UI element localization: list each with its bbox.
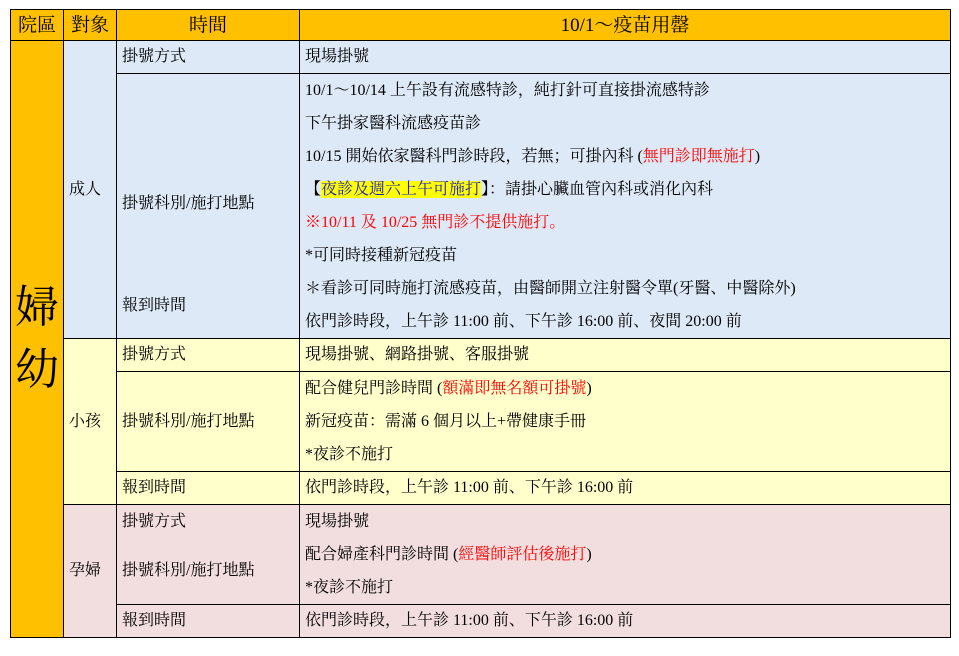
header-time: 時間 [117,10,300,41]
header-title: 10/1～疫苗用罄 [300,10,951,41]
adult-line-7: ＊看診可同時施打流感疫苗，由醫師開立注射醫令單(牙醫、中醫除外) [305,280,796,297]
child-report-label: 報到時間 [117,472,300,505]
header-district: 院區 [11,10,64,41]
pregnant-label: 孕婦 [64,505,117,638]
schedule-table [10,9,951,638]
adult-reg-row [11,41,951,74]
pregnant-report-value: 依門診時段，上午診 11:00 前、下午診 16:00 前 [300,605,951,638]
child-reg-row [11,339,951,372]
pregnant-labels [117,505,300,605]
adult-line-2: 下午掛家醫科流感疫苗診 [305,115,482,132]
adult-line-3-end: ) [754,148,761,165]
header-target: 對象 [64,10,117,41]
district-name-2: 幼 [15,345,59,394]
adult-report-label-text: 報到時間 [122,296,187,314]
district-cell [11,41,64,638]
pregnant-line-2: *夜診不施打 [305,579,394,596]
child-line-1-alert: 額滿即無名額可掛號 [442,380,587,397]
child-reg-method-value: 現場掛號、網路掛號、客服掛號 [300,339,951,372]
vaccine-schedule [10,9,951,638]
pregnant-line-1-end: ) [586,546,592,563]
header-row [11,10,951,41]
adult-reg-method-value: 現場掛號 [300,41,951,74]
district-name-1: 婦 [15,283,59,332]
adult-line-4-highlight: 夜診及週六上午可施打 [321,181,482,198]
child-dept-value [300,372,951,472]
adult-line-6: *可同時接種新冠疫苗 [305,247,458,264]
adult-dept-row [11,74,951,339]
adult-dept-value [300,74,951,339]
pregnant-report-row [11,605,951,638]
pregnant-dept-value [300,505,951,605]
adult-line-3 [305,140,950,173]
child-report-row [11,472,951,505]
pregnant-line-1 [305,538,950,571]
child-reg-method-label: 掛號方式 [117,339,300,372]
adult-reg-method-label: 掛號方式 [117,41,300,74]
child-label: 小孩 [64,339,117,505]
adult-line-3-alert: 無門診即無施打 [642,148,755,165]
child-dept-label: 掛號科別/施打地點 [117,372,300,472]
adult-line-4-rest: 】：請掛心臟血管內科或消化內科 [481,181,714,198]
child-line-3: *夜診不施打 [305,446,394,463]
child-line-1 [305,372,950,405]
child-line-1-end: ) [586,380,592,397]
child-line-1-text: 配合健兒門診時間 ( [305,380,443,397]
adult-line-1: 10/1～10/14 上午設有流感特診，純打針可直接掛流感特診 [305,82,710,99]
adult-line-4-open: 【 [305,181,322,198]
pregnant-line-1-alert: 經醫師評估後施打 [458,546,587,563]
pregnant-reg-method-value: 現場掛號 [305,513,370,530]
adult-line-4 [305,173,950,206]
pregnant-line-1-text: 配合婦產科門診時間 ( [305,546,459,563]
adult-line-3-text: 10/15 開始依家醫科門診時段，若無；可掛內科 ( [305,148,643,165]
adult-line-5: ※10/11 及 10/25 無門診不提供施打。 [305,214,566,231]
child-report-value: 依門診時段，上午診 11:00 前、下午診 16:00 前 [300,472,951,505]
adult-dept-label [117,74,300,339]
pregnant-report-label: 報到時間 [117,605,300,638]
pregnant-dept-row [11,505,951,605]
adult-report-value: 依門診時段，上午診 11:00 前、下午診 16:00 前、夜間 20:00 前 [305,313,742,330]
pregnant-dept-label: 掛號科別/施打地點 [122,562,255,579]
child-line-2: 新冠疫苗：需滿 6 個月以上+帶健康手冊 [305,413,587,430]
pregnant-reg-method-label: 掛號方式 [122,513,187,530]
adult-dept-label-text: 掛號科別/施打地點 [122,194,255,212]
adult-label: 成人 [64,41,117,339]
child-dept-row [11,372,951,472]
